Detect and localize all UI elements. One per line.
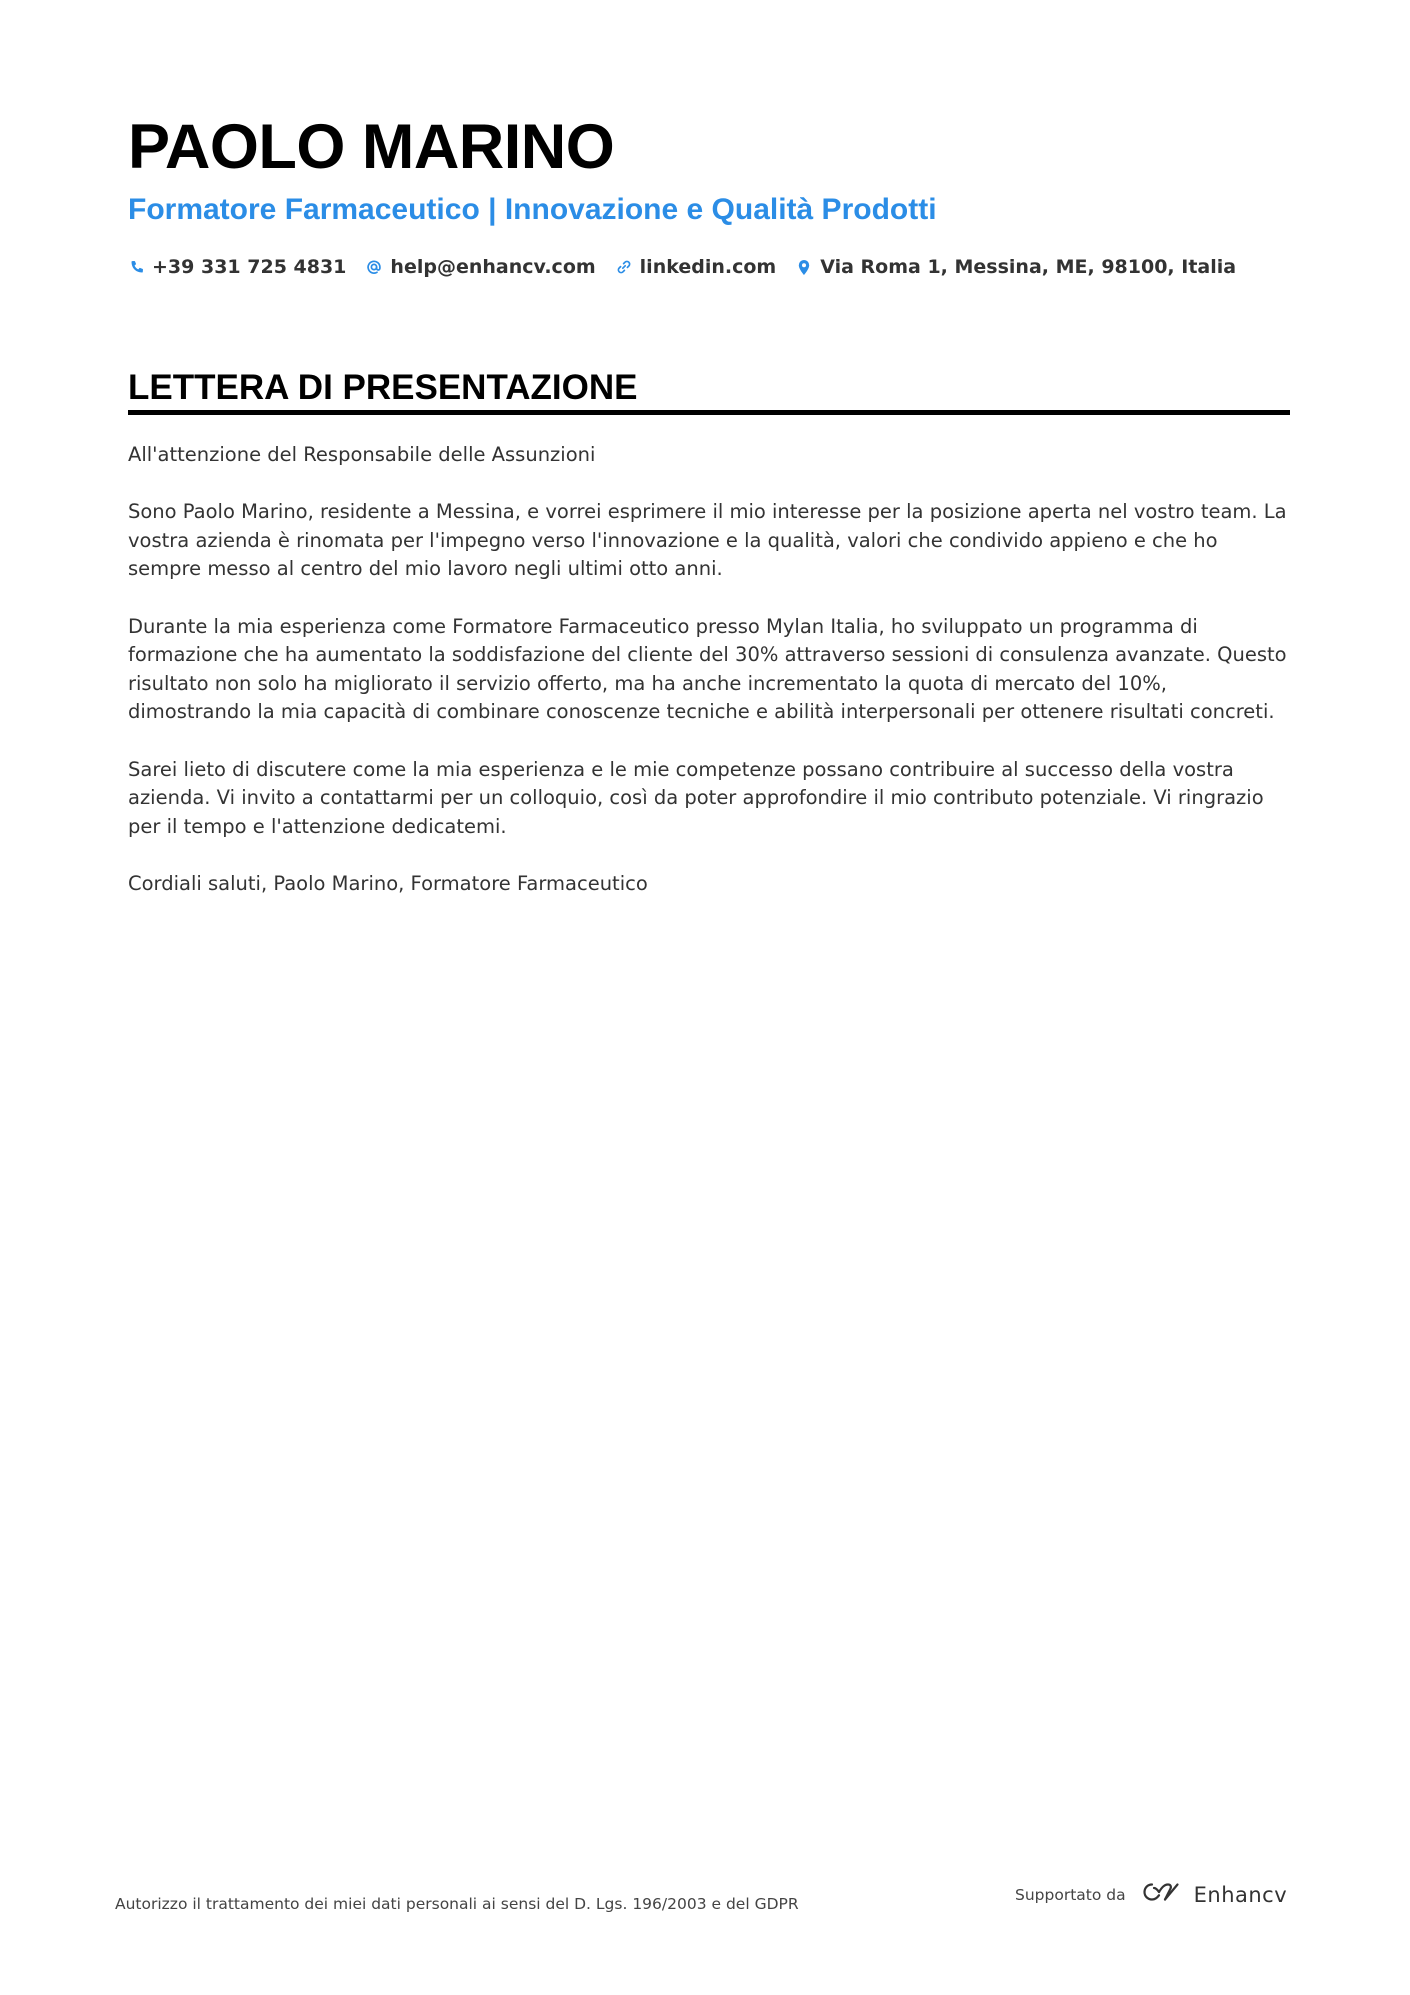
letter-body (128, 441, 1290, 927)
candidate-headline: Formatore Farmaceutico | Innovazione e Qualità Prodotti (128, 193, 937, 226)
privacy-consent: Autorizzo il trattamento dei miei dati personali ai sensi del D. Lgs. 196/2003 e del GDPR (115, 1895, 799, 1913)
supported-by-label: Supportato da (1015, 1885, 1126, 1904)
letter-closing: Cordiali saluti, Paolo Marino, Formatore Farmaceutico (128, 871, 648, 895)
contact-address (796, 253, 1236, 281)
location-pin-icon (796, 258, 812, 276)
enhancv-logo-icon (1138, 1880, 1184, 1909)
link-icon (616, 258, 632, 276)
address-text: Via Roma 1, Messina, ME, 98100, Italia (820, 256, 1237, 278)
phone-text: +39 331 725 4831 (152, 256, 347, 278)
cover-letter-page (128, 0, 1290, 1995)
letter-paragraph: Sono Paolo Marino, residente a Messina, e vorrei esprimere il mio interesse per la posizione aperta nel vostro team. La vostra azienda è rinomata per l'impegno verso l'innovazione e la qualità, valori che condivido appieno e che ho sempre messo al centro del mio lavoro negli ultimi otto anni. (128, 500, 1287, 581)
at-icon (366, 258, 382, 276)
letter-paragraph: Durante la mia esperienza come Formatore Farmaceutico presso Mylan Italia, ho sviluppato un programma di formazione che ha aumentato la soddisfazione del cliente del 30% attraverso sessioni di consulenza avanzate. Questo risultato non solo ha migliorato il servizio offerto, ma ha anche incrementato la quota di mercato del 10%, dimostrando la mia capacità di combinare conoscenze tecniche e abilità interpersonali per ottenere risultati concreti. (128, 614, 1287, 724)
phone-icon (128, 258, 144, 276)
letter-salutation: All'attenzione del Responsabile delle Assunzioni (128, 443, 596, 466)
letter-paragraph: Sarei lieto di discutere come la mia esperienza e le mie competenze possano contribuire al successo della vostra azienda. Vi invito a contattarmi per un colloquio, così da poter approfondire il mio contributo potenziale. Vi ringrazio per il tempo e l'attenzione dedicatemi. (128, 757, 1264, 838)
contact-email[interactable] (366, 253, 595, 281)
email-text[interactable]: help@enhancv.com (390, 256, 596, 278)
powered-by[interactable] (1015, 1880, 1287, 1909)
section-title: LETTERA DI PRESENTAZIONE (128, 368, 638, 407)
linkedin-text[interactable]: linkedin.com (639, 256, 777, 278)
contact-linkedin[interactable] (616, 253, 777, 281)
enhancv-brand-name: Enhancv (1193, 1882, 1288, 1907)
enhancv-brand[interactable] (1138, 1880, 1288, 1909)
contact-bar (128, 253, 1236, 281)
contact-phone (128, 253, 346, 281)
candidate-name: PAOLO MARINO (128, 112, 615, 182)
section-divider (128, 410, 1290, 415)
